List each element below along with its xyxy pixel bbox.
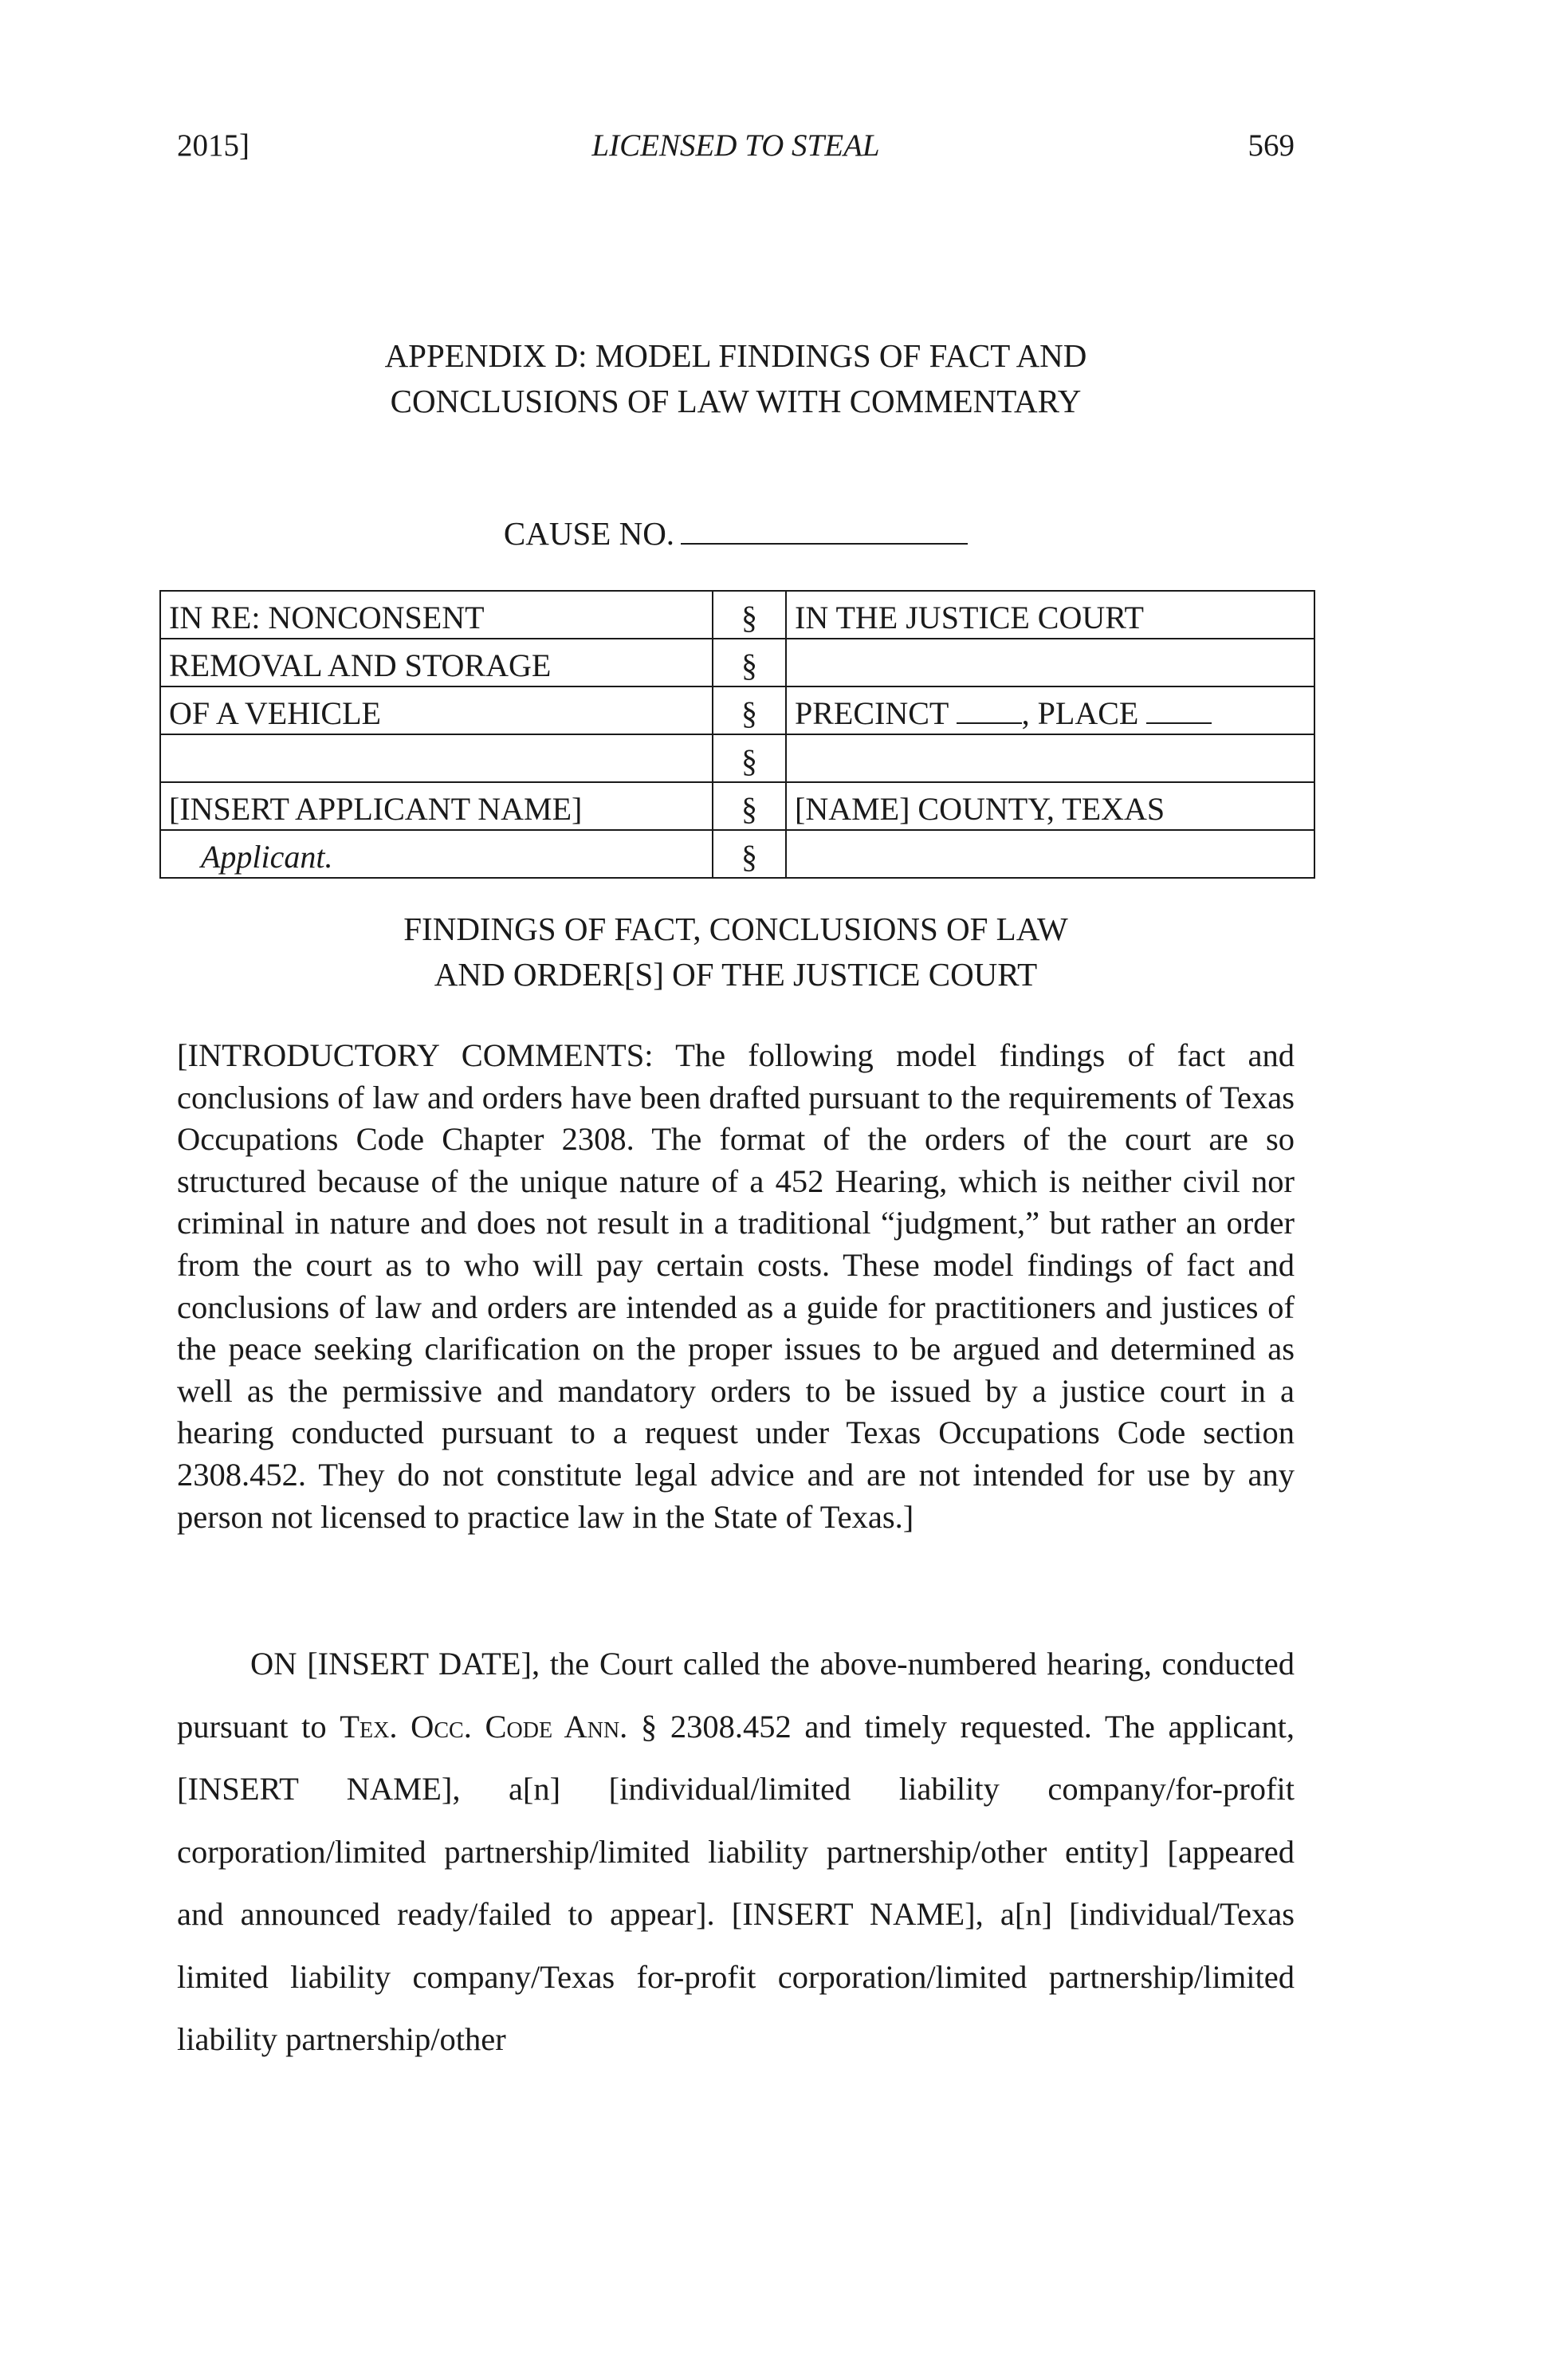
precinct-blank — [957, 695, 1022, 724]
appendix-title — [177, 333, 1295, 424]
caption-left-cell — [160, 734, 713, 782]
section-symbol: § — [713, 734, 786, 782]
cause-number-line — [177, 514, 1295, 553]
caption-right-cell — [786, 830, 1314, 878]
caption-row — [160, 782, 1314, 830]
place-label: , PLACE — [1021, 695, 1139, 731]
caption-right-cell: [NAME] COUNTY, TEXAS — [786, 782, 1314, 830]
caption-row — [160, 830, 1314, 878]
statute-citation: Tex. Occ. Code Ann. — [340, 1708, 628, 1745]
running-head-year: 2015] — [177, 128, 250, 163]
case-caption-table — [159, 590, 1315, 879]
caption-right-cell — [786, 639, 1314, 686]
caption-left-cell: REMOVAL AND STORAGE — [160, 639, 713, 686]
caption-right-cell: IN THE JUSTICE COURT — [786, 591, 1314, 639]
caption-row — [160, 734, 1314, 782]
findings-heading-line-2: AND ORDER[S] OF THE JUSTICE COURT — [434, 956, 1038, 993]
findings-heading-line-1: FINDINGS OF FACT, CONCLUSIONS OF LAW — [403, 911, 1068, 947]
section-symbol: § — [713, 830, 786, 878]
findings-heading — [177, 907, 1295, 997]
caption-left-cell: IN RE: NONCONSENT — [160, 591, 713, 639]
cause-number-label: CAUSE NO. — [503, 515, 675, 552]
caption-left-cell: Applicant. — [160, 830, 713, 878]
running-head-title: LICENSED TO STEAL — [591, 128, 880, 163]
caption-right-cell — [786, 686, 1314, 734]
cause-number-blank — [681, 514, 968, 545]
running-head — [177, 128, 1295, 175]
caption-row — [160, 686, 1314, 734]
caption-left-cell: OF A VEHICLE — [160, 686, 713, 734]
section-symbol: § — [713, 591, 786, 639]
caption-right-cell — [786, 734, 1314, 782]
appendix-title-line-1: APPENDIX D: MODEL FINDINGS OF FACT AND — [384, 337, 1087, 374]
page-number: 569 — [1248, 128, 1295, 163]
caption-row — [160, 591, 1314, 639]
precinct-label: PRECINCT — [795, 695, 949, 731]
caption-row — [160, 639, 1314, 686]
caption-left-cell: [INSERT APPLICANT NAME] — [160, 782, 713, 830]
order-text-part-1: ON [INSERT DATE], the Court called the above-numbered hearing, conducted pursuant to — [177, 1646, 1295, 1745]
introductory-comments: [INTRODUCTORY COMMENTS: The following model findings of fact and conclusions of law and orders have been drafted pursuant to the requirements of Texas Occupations Code Chapter 2308. The format of the orders of the court are so structured because of the unique nature of a 452 Hearing, which is neither civil nor criminal in nature and does not result in a traditional “judgment,” but rather an order from the court as to who will pay certain costs. These model findings of fact and conclusions of law and orders are intended as a guide for practitioners and justices of the peace seeking clarification on the proper issues to be argued and determined as well as the permissive and mandatory orders to be issued by a justice court in a hearing conducted pursuant to a request under Texas Occupations Code section 2308.452. They do not constitute legal advice and are not intended for use by any person not licensed to practice law in the State of Texas.] — [177, 1037, 1295, 1535]
order-text-part-2: § 2308.452 and timely requested. The applicant, [INSERT NAME], a[n] [individual/limited liability company/for-profit corporation/limited partnership/limited liability partnership/other entity] [appeared and announced ready/failed to appear]. [INSERT NAME], a[n] [individual/Texas limited liability company/Texas for-profit corporation/limited partnership/limited liability partnership/other — [177, 1708, 1295, 2057]
appendix-title-line-2: CONCLUSIONS OF LAW WITH COMMENTARY — [390, 383, 1082, 419]
place-blank — [1146, 695, 1212, 724]
section-symbol: § — [713, 782, 786, 830]
section-symbol: § — [713, 686, 786, 734]
section-symbol: § — [713, 639, 786, 686]
order-paragraph — [177, 1633, 1295, 2071]
